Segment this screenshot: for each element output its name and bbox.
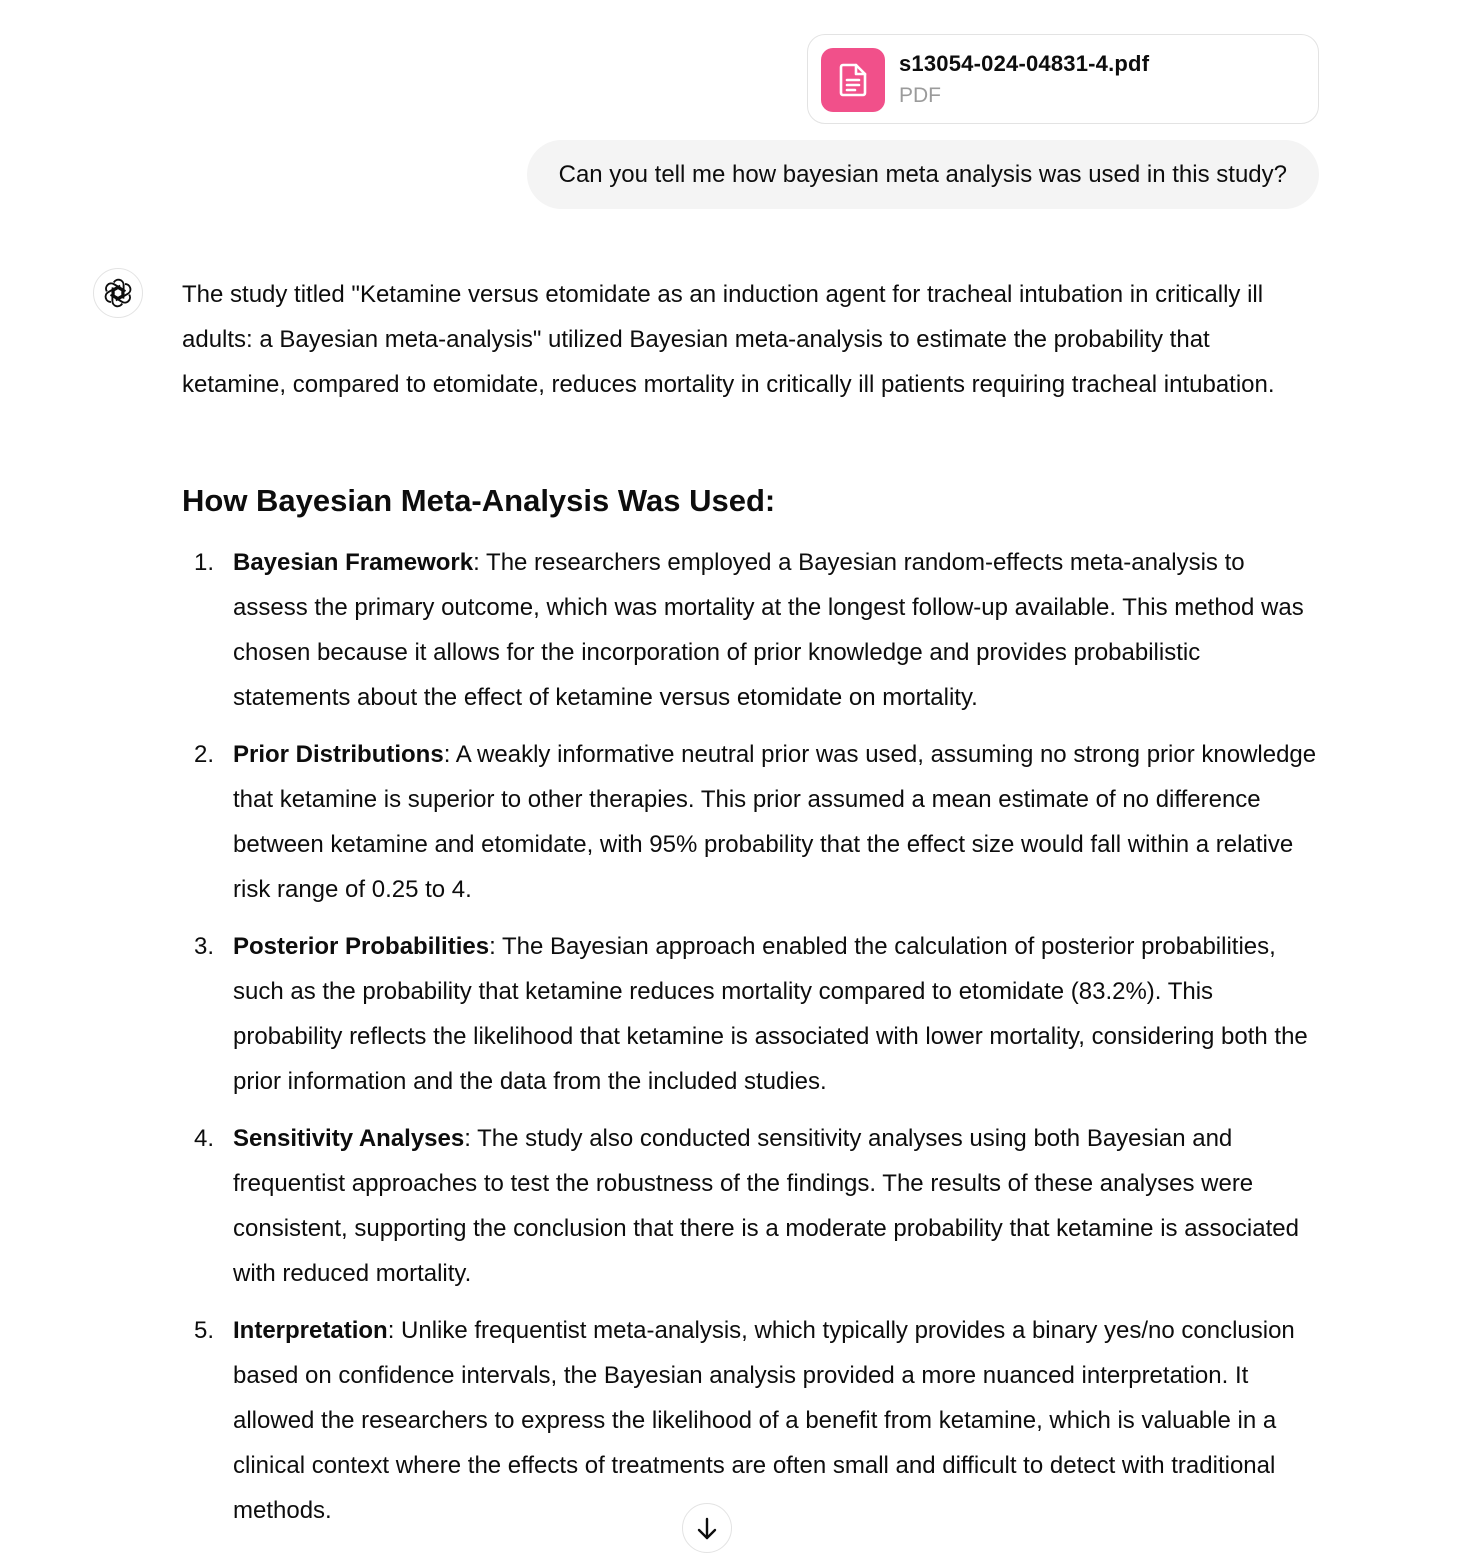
assistant-intro: The study titled "Ketamine versus etomidate as an induction agent for tracheal intubation in critically ill adults: a Bayesian meta-analysis" utilized Bayesian meta-analysis to estimate the probability that ketamine, compared to etomidate, reduces mortality in critically ill patients requiring tracheal intubation. bbox=[182, 281, 1275, 398]
list-item-text: : The Bayesian approach enabled the calculation of posterior probabilities, such as the probability that ketamine reduces mortality compared to etomidate (83.2%). This probability reflects the likelihood that ketamine is associated with lower mortality, considering both the prior information and the data from the included studies. bbox=[233, 933, 1308, 1095]
list-item-text: : The researchers employed a Bayesian random-effects meta-analysis to assess the primary outcome, which was mortality at the longest follow-up available. This method was chosen because it allows for the incorporation of prior knowledge and provides probabilistic statements about the effect of ketamine versus etomidate on mortality. bbox=[233, 549, 1304, 711]
list-item-title: Interpretation bbox=[233, 1317, 388, 1344]
document-icon bbox=[821, 48, 885, 112]
list-item-text: : A weakly informative neutral prior was used, assuming no strong prior knowledge that ketamine is superior to other therapies. This prior assumed a mean estimate of no difference between ketamine and etomidate, with 95% probability that the effect size would fall within a relative risk range of 0.25 to 4. bbox=[233, 741, 1317, 903]
list-item-text: : Unlike frequentist meta-analysis, which typically provides a binary yes/no conclusion based on confidence intervals, the Bayesian analysis provided a more nuanced interpretation. It allowed the researchers to express the likelihood of a benefit from ketamine, which is valuable in a clinical context where the effects of treatments are often small and difficult to detect with traditional methods. bbox=[233, 1317, 1295, 1524]
list-item-title: Sensitivity Analyses bbox=[233, 1125, 465, 1152]
list-item bbox=[182, 732, 1318, 912]
section-heading: How Bayesian Meta-Analysis Was Used: bbox=[182, 483, 776, 518]
user-message-bubble: Can you tell me how bayesian meta analysis was used in this study? bbox=[527, 140, 1319, 209]
assistant-message bbox=[182, 272, 1318, 1524]
list-item bbox=[182, 1308, 1318, 1533]
arrow-down-icon bbox=[695, 1516, 719, 1542]
list-item-number: 1. bbox=[194, 549, 215, 576]
file-name: s13054-024-04831-4.pdf bbox=[899, 51, 1150, 76]
list-item bbox=[182, 540, 1318, 720]
file-attachment-card[interactable] bbox=[807, 34, 1319, 124]
list-item bbox=[182, 1116, 1318, 1296]
list-item-number: 5. bbox=[194, 1317, 215, 1344]
file-type-label: PDF bbox=[899, 84, 941, 107]
list-item-number: 3. bbox=[194, 933, 215, 960]
list-item-title: Bayesian Framework bbox=[233, 549, 474, 576]
list-item-number: 2. bbox=[194, 741, 215, 768]
openai-logo-icon bbox=[93, 268, 143, 318]
steps-list bbox=[182, 540, 1318, 1545]
list-item bbox=[182, 924, 1318, 1104]
list-item-title: Prior Distributions bbox=[233, 741, 444, 768]
list-item-title: Posterior Probabilities bbox=[233, 933, 490, 960]
scroll-to-bottom-button[interactable] bbox=[682, 1503, 732, 1553]
list-item-number: 4. bbox=[194, 1125, 215, 1152]
list-item-text: : The study also conducted sensitivity analyses using both Bayesian and frequentist approaches to test the robustness of the findings. The results of these analyses were consistent, supporting the conclusion that there is a moderate probability that ketamine is associated with reduced mortality. bbox=[233, 1125, 1299, 1287]
